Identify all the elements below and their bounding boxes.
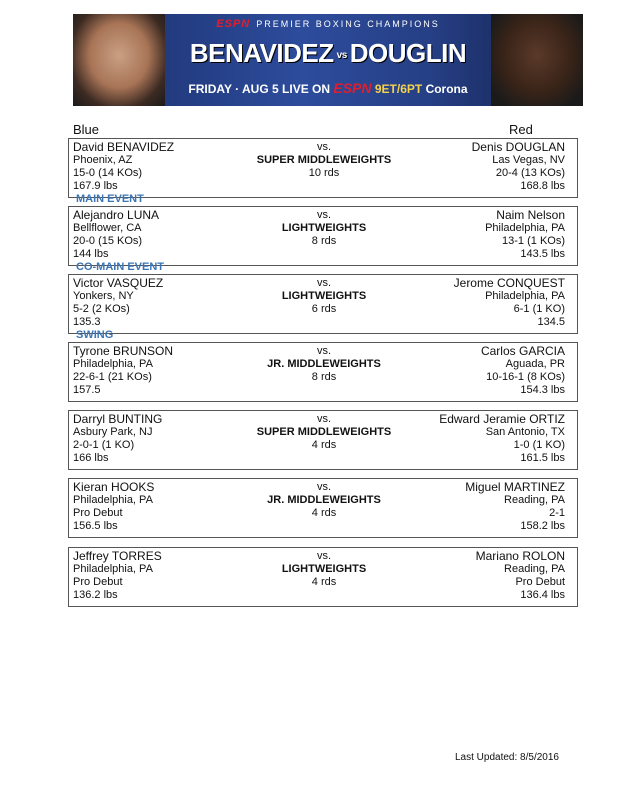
bout-rounds: 8 rds	[311, 371, 337, 383]
bout-card	[68, 478, 578, 538]
red-fighter-weight: 168.8 lbs	[520, 180, 565, 192]
banner-fighter-right: DOUGLIN	[349, 38, 467, 68]
bout-vs: vs.	[316, 277, 332, 289]
blue-fighter-hometown: Asbury Park, NJ	[73, 426, 153, 438]
red-corner-header: Red	[509, 122, 533, 137]
blue-fighter-hometown: Bellflower, CA	[73, 222, 142, 234]
bout-rounds: 10 rds	[308, 167, 340, 179]
blue-fighter-name: Alejandro LUNA	[73, 208, 160, 222]
blue-fighter-hometown: Philadelphia, PA	[73, 563, 153, 575]
blue-fighter-weight: 157.5	[73, 384, 101, 396]
bout-rounds: 4 rds	[311, 576, 337, 588]
red-fighter-record: 13-1 (1 KOs)	[502, 235, 565, 247]
red-fighter-record: 6-1 (1 KO)	[513, 303, 565, 315]
red-fighter-weight: 134.5	[537, 316, 565, 328]
red-fighter-hometown: Aguada, PR	[505, 358, 565, 370]
blue-fighter-record: Pro Debut	[73, 576, 123, 588]
blue-fighter-weight: 135.3	[73, 316, 101, 328]
red-fighter-record: Pro Debut	[515, 576, 565, 588]
red-fighter-hometown: Las Vegas, NV	[492, 154, 565, 166]
blue-fighter-name: Tyrone BRUNSON	[73, 344, 174, 358]
red-fighter-hometown: Reading, PA	[504, 563, 565, 575]
blue-fighter-record: 5-2 (2 KOs)	[73, 303, 130, 315]
blue-corner-header: Blue	[73, 122, 100, 137]
bout-vs: vs.	[316, 550, 332, 562]
bout-vs: vs.	[316, 209, 332, 221]
blue-fighter-name: Darryl BUNTING	[73, 412, 163, 426]
blue-fighter-record: 2-0-1 (1 KO)	[73, 439, 135, 451]
blue-fighter-record: 15-0 (14 KOs)	[73, 167, 143, 179]
banner-time: 9ET/6PT	[374, 82, 423, 96]
espn-logo: ESPN	[216, 18, 251, 30]
red-fighter-name: Miguel MARTINEZ	[465, 480, 565, 494]
bout-vs: vs.	[316, 345, 332, 357]
espn-logo-2: ESPN	[333, 80, 372, 96]
bout-label: SWING	[76, 329, 114, 341]
blue-fighter-name: Victor VASQUEZ	[73, 276, 164, 290]
red-fighter-weight: 136.4 lbs	[520, 589, 565, 601]
bout-label: CO-MAIN EVENT	[76, 261, 164, 273]
blue-fighter-name: David BENAVIDEZ	[73, 140, 175, 154]
red-fighter-record: 20-4 (13 KOs)	[495, 167, 565, 179]
red-fighter-name: Carlos GARCIA	[480, 344, 565, 358]
red-fighter-weight: 154.3 lbs	[520, 384, 565, 396]
bout-card	[68, 138, 578, 198]
bout-card	[68, 547, 578, 607]
bout-division: JR. MIDDLEWEIGHTS	[267, 494, 381, 506]
red-fighter-hometown: San Antonio, TX	[485, 426, 565, 438]
blue-fighter-hometown: Philadelphia, PA	[73, 358, 153, 370]
blue-fighter-hometown: Philadelphia, PA	[73, 494, 153, 506]
blue-fighter-hometown: Phoenix, AZ	[73, 154, 133, 166]
bout-division: LIGHTWEIGHTS	[281, 290, 367, 302]
banner-vs: vs	[336, 49, 347, 61]
red-fighter-hometown: Reading, PA	[504, 494, 565, 506]
red-fighter-hometown: Philadelphia, PA	[485, 290, 565, 302]
red-fighter-record: 1-0 (1 KO)	[513, 439, 565, 451]
blue-fighter-hometown: Yonkers, NY	[73, 290, 134, 302]
event-banner	[73, 14, 583, 106]
bout-vs: vs.	[316, 413, 332, 425]
bout-card	[68, 410, 578, 470]
red-fighter-name: Denis DOUGLAN	[471, 140, 565, 154]
bout-vs: vs.	[316, 141, 332, 153]
last-updated: Last Updated: 8/5/2016	[455, 752, 559, 763]
bout-card	[68, 342, 578, 402]
bout-card	[68, 274, 578, 334]
bout-rounds: 8 rds	[311, 235, 337, 247]
banner-date: AUG 5	[242, 82, 279, 96]
red-fighter-record: 10-16-1 (8 KOs)	[486, 371, 565, 383]
red-fighter-hometown: Philadelphia, PA	[485, 222, 565, 234]
red-fighter-name: Mariano ROLON	[475, 549, 565, 563]
banner-day: FRIDAY	[188, 82, 232, 96]
blue-fighter-record: Pro Debut	[73, 507, 123, 519]
sponsor-logo: Corona	[425, 82, 468, 96]
bout-division: LIGHTWEIGHTS	[281, 563, 367, 575]
red-fighter-name: Edward Jeramie ORTIZ	[439, 412, 565, 426]
bout-rounds: 4 rds	[311, 439, 337, 451]
blue-fighter-weight: 156.5 lbs	[73, 520, 118, 532]
blue-fighter-weight: 167.9 lbs	[73, 180, 118, 192]
bout-division: JR. MIDDLEWEIGHTS	[267, 358, 381, 370]
bout-division: SUPER MIDDLEWEIGHTS	[256, 426, 392, 438]
banner-fighter-left: BENAVIDEZ	[189, 38, 334, 68]
bout-division: SUPER MIDDLEWEIGHTS	[256, 154, 392, 166]
red-fighter-record: 2-1	[549, 507, 565, 519]
red-fighter-name: Jerome CONQUEST	[453, 276, 565, 290]
bout-card	[68, 206, 578, 266]
banner-top-line	[73, 18, 583, 30]
blue-fighter-weight: 144 lbs	[73, 248, 109, 260]
red-fighter-weight: 143.5 lbs	[520, 248, 565, 260]
banner-fight-title	[165, 38, 491, 69]
red-fighter-weight: 158.2 lbs	[520, 520, 565, 532]
banner-live-on: LIVE ON	[282, 82, 331, 96]
bout-label: MAIN EVENT	[76, 193, 144, 205]
series-name: PREMIER BOXING CHAMPIONS	[256, 19, 440, 29]
blue-fighter-record: 22-6-1 (21 KOs)	[73, 371, 152, 383]
red-fighter-weight: 161.5 lbs	[520, 452, 565, 464]
blue-fighter-record: 20-0 (15 KOs)	[73, 235, 143, 247]
bout-rounds: 6 rds	[311, 303, 337, 315]
blue-fighter-name: Kieran HOOKS	[73, 480, 155, 494]
banner-schedule: FRIDAY · AUG 5 LIVE ON ESPN 9ET/6PT Corona	[188, 80, 468, 96]
bout-rounds: 4 rds	[311, 507, 337, 519]
blue-fighter-name: Jeffrey TORRES	[73, 549, 162, 563]
bout-division: LIGHTWEIGHTS	[281, 222, 367, 234]
blue-fighter-weight: 136.2 lbs	[73, 589, 118, 601]
red-fighter-name: Naim Nelson	[496, 208, 565, 222]
blue-fighter-weight: 166 lbs	[73, 452, 109, 464]
bout-vs: vs.	[316, 481, 332, 493]
